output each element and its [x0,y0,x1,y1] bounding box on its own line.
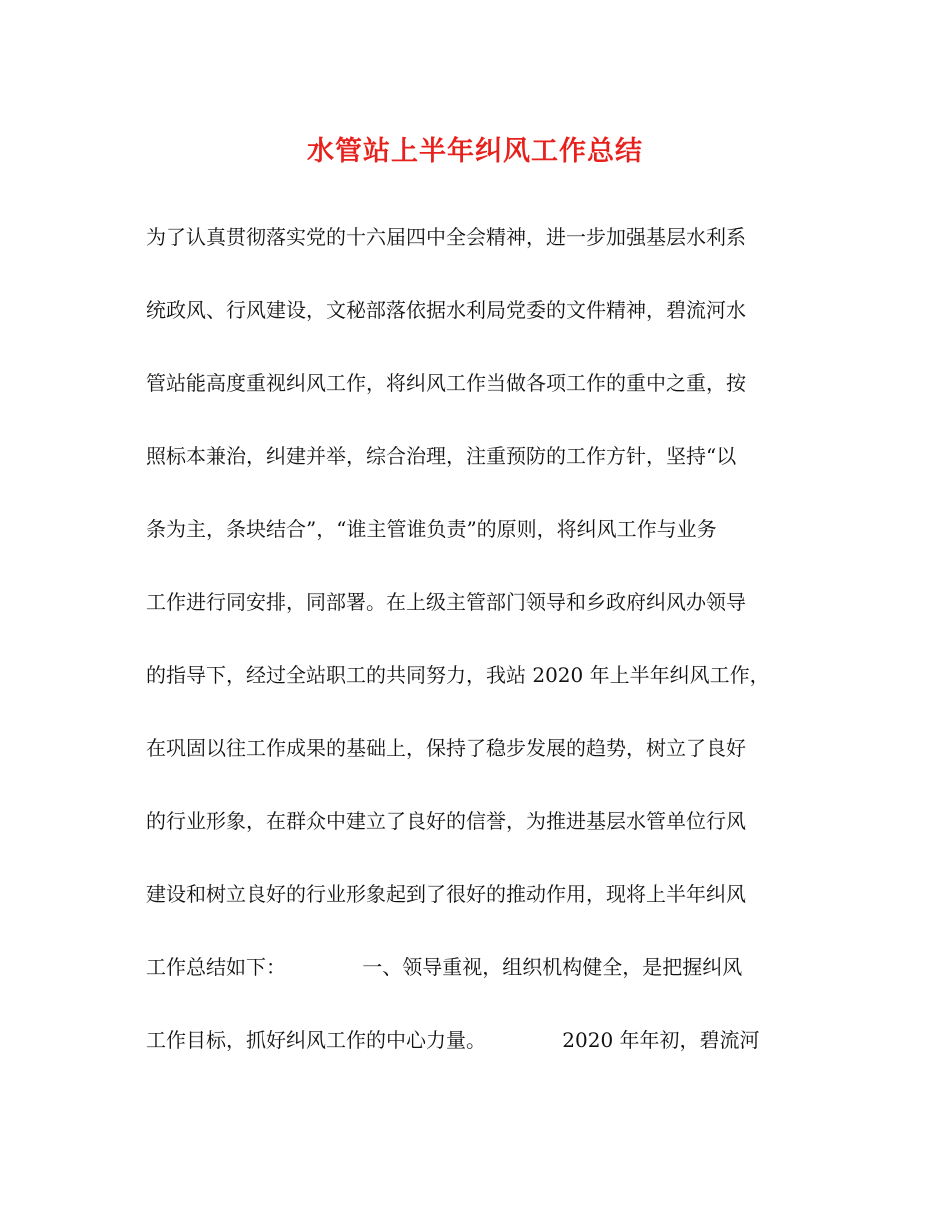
body-line-7: 的指导下，经过全站职工的共同努力，我站 2020 年上半年纠风工作， [146,663,770,687]
body-line-2: 统政风、行风建设，文秘部落依据水利局党委的文件精神，碧流河水 [146,298,746,322]
body-line-3: 管站能高度重视纠风工作，将纠风工作当做各项工作的重中之重，按 [146,371,746,395]
body-line-8: 在巩固以往工作成果的基础上，保持了稳步发展的趋势，树立了良好 [146,736,746,760]
body-line-11: 工作总结如下： 一、领导重视，组织机构健全，是把握纠风 [146,955,743,979]
body-line-5: 条为主，条块结合”，“谁主管谁负责”的原则，将纠风工作与业务 [146,517,717,541]
body-line-1: 为了认真贯彻落实党的十六届四中全会精神，进一步加强基层水利系 [146,225,746,249]
body-line-9: 的行业形象，在群众中建立了良好的信誉，为推进基层水管单位行风 [146,809,746,833]
document-title: 水管站上半年纠风工作总结 [307,136,643,167]
body-line-6: 工作进行同安排，同部署。在上级主管部门领导和乡政府纠风办领导 [146,590,746,614]
body-line-12: 工作目标，抓好纠风工作的中心力量。 2020 年年初，碧流河 [146,1028,760,1052]
body-line-4: 照标本兼治，纠建并举，综合治理，注重预防的工作方针，坚持“以 [146,444,737,468]
body-line-10: 建设和树立良好的行业形象起到了很好的推动作用，现将上半年纠风 [146,882,746,906]
